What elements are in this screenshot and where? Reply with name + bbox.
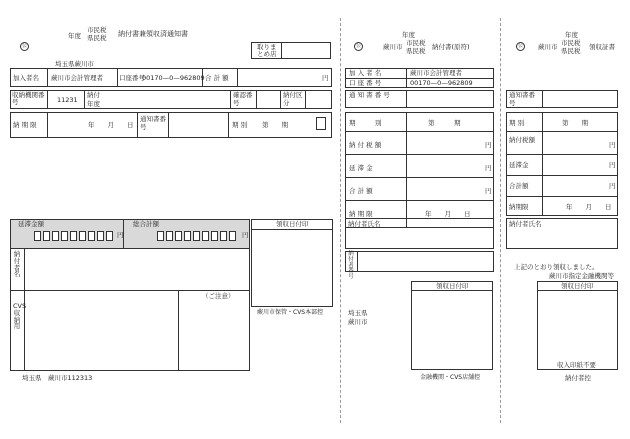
seal-mark: 公 [21,43,27,49]
account-value: 00170—0—962809 [142,74,205,82]
amount-digit-box[interactable] [34,231,41,241]
receipt-tax-amount-label: 納付税額 [509,136,535,144]
stub-tax-pref: 県民税 [406,47,426,55]
cvs-vertical-label: CVS収納用 [13,302,27,331]
stub-address-pref: 埼玉県 [348,309,368,317]
receipt-payer-label: 納付者氏名 [509,220,542,228]
stub-kanyusha-label: 加 入 者 名 [349,69,382,77]
amount-digit-box[interactable] [193,231,200,241]
amount-digit-box[interactable] [79,231,86,241]
stub-due-label: 納 期 限 [349,210,373,218]
receipt-title: 領収証書 [589,43,615,51]
receipt-total-label: 合計額 [509,182,529,190]
receipt-year: 年度 [565,31,578,39]
stub-stamp-footer: 金融機関・CVS店舗控 [420,374,481,381]
stub-payer-no-label: 納付者番号 [348,251,354,281]
year-label: 年度 [68,32,81,40]
amount-digit-box[interactable] [202,231,209,241]
payer-vertical-label: 納付者名 [13,250,21,279]
stub-payer-no-box [345,251,494,272]
amount-digit-box[interactable] [52,231,59,241]
total-label: 合 計 額 [205,74,229,82]
tax-pref-label: 県民税 [87,34,107,42]
stub-seal: 公 [355,43,361,49]
bank-label: 蕨川市指定金融機関等 [549,272,614,280]
collection-org-value: 11231 [57,96,78,104]
year-small-label: 年度 [87,100,100,108]
payment-label: 納付 [87,91,100,99]
stub-stamp-label: 領収日付印 [436,282,469,290]
receipt-stamp-footer: 納付者控 [565,374,591,382]
amount-digit-box[interactable] [166,231,173,241]
amount-digit-box[interactable] [97,231,104,241]
receipt-seal: 公 [517,43,523,49]
stub-address-city: 蕨川市 [348,318,368,326]
form-title: 納付書兼領収済通知書 [118,30,188,38]
stub-year: 年度 [402,31,415,39]
amount-digit-box[interactable] [106,231,113,241]
late-fee-yen: 円 [117,231,124,239]
payment-kubun-label: 納付区分 [283,91,303,107]
torimatome-label: 取りまとめ店 [257,43,277,59]
receipt-city: 蕨川市 [538,43,558,51]
receipt-late-fee-yen: 円 [609,161,616,169]
stub-due-date: 年 月 日 [425,210,471,218]
receipt-notice-label: 通知書番号 [509,91,535,107]
payee-city: 埼玉県蕨川市 [55,60,94,68]
collection-org-label: 収納機関番号 [12,91,45,107]
tax-city-label: 市民税 [87,26,107,34]
kanyusha-value: 蕨川市会計管理者 [51,74,103,82]
account-label: 口座番号 [119,74,145,82]
stub-total-label: 合 計 額 [349,187,373,195]
stub-late-fee-label: 延 滞 金 [349,164,373,172]
receipt-tax-pref: 県民税 [561,47,581,55]
footer-address: 埼玉県 蕨川市112313 [22,374,93,382]
amount-digit-box[interactable] [157,231,164,241]
late-fee-label: 延滞金額 [18,220,44,228]
due-label: 納 期 限 [13,121,37,129]
receipt-stamp-note: 収入印紙不要 [557,361,596,369]
grand-total-yen: 円 [242,231,249,239]
stub-tax-amount-yen: 円 [485,141,492,149]
amount-digit-box[interactable] [211,231,218,241]
amount-digit-box[interactable] [88,231,95,241]
stub-title: 納付書(原符) [432,43,470,51]
stub-late-fee-yen: 円 [485,164,492,172]
stub-tax-amount-label: 納 付 税 額 [349,141,382,149]
amount-digit-box[interactable] [220,231,227,241]
amount-digit-box[interactable] [61,231,68,241]
amount-digit-box[interactable] [43,231,50,241]
receipt-tax-city: 市民税 [561,39,581,47]
receipt-stamp-label: 領収日付印 [561,282,594,290]
receipt-stamp-box [251,219,333,307]
stub-account-value: 00170—0—962809 [410,79,473,87]
receipt-stamp-box [537,281,618,370]
receipt-stamp-label: 領収日付印 [276,220,309,228]
stub-kanyusha-value: 蕨川市会計管理者 [410,69,462,77]
check-box[interactable] [316,117,326,130]
notice-no-label: 通知書番号 [140,115,166,131]
period-value: 第 期 [262,121,288,129]
receipt-period-label: 期 別 [509,119,525,127]
receipt-due-date: 年 月 日 [566,203,612,211]
receipt-total-yen: 円 [609,182,616,190]
stub-total-yen: 円 [485,187,492,195]
kanyusha-label: 加入者名 [13,74,39,82]
kakunin-label: 確認番号 [233,91,253,107]
total-yen: 円 [322,74,329,82]
notes-label: （ご注意） [202,292,235,300]
stub-account-label: 口 座 番 号 [349,79,382,87]
amount-digit-box[interactable] [175,231,182,241]
stub-tax-city: 市民税 [406,39,426,47]
perforation-2 [500,18,501,423]
due-date: 年 月 日 [88,121,134,129]
amount-digit-box[interactable] [229,231,236,241]
receipt-late-fee-label: 延滞金 [509,161,529,169]
stub-stamp-box [411,281,493,370]
receipt-tax-amount-yen: 円 [609,141,616,149]
stamp-footer: 蕨川市保管・CVS本部控 [257,309,324,316]
stub-city: 蕨川市 [383,43,403,51]
period-label: 期 別 [232,121,248,129]
amount-digit-box[interactable] [184,231,191,241]
received-message: 上記のとおり領収しました。 [514,263,599,271]
receipt-period-value: 第 期 [562,119,588,127]
stub-payer-label: 納付者氏名 [348,220,381,228]
stub-period-value: 第 期 [428,119,461,127]
stub-notice-label: 通 知 書 番 号 [349,91,390,99]
stub-period-label: 期 別 [349,119,382,127]
amount-digit-box[interactable] [70,231,77,241]
perforation-1 [340,18,341,423]
grand-total-label: 総合計額 [133,220,159,228]
receipt-due-label: 納期限 [509,203,529,211]
